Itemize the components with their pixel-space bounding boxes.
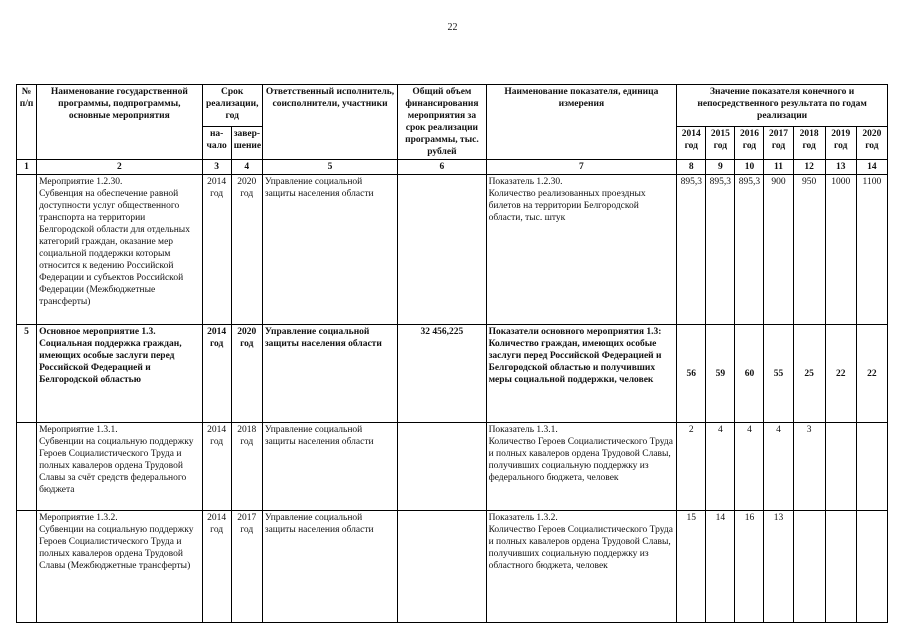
- row-value: 4: [735, 423, 764, 511]
- row-indicator: Показатели основного мероприятия 1.3: Количество граждан, имеющих особые заслуги перед Российской Федерацией и Белгородской областью и получивших меры социальной поддержки, человек: [486, 325, 677, 423]
- col-index: 1: [17, 160, 37, 175]
- table-row: [17, 325, 888, 423]
- header-year: 2014 год: [677, 126, 706, 159]
- header-values: Значение показателя конечного и непосредственного результата по годам реализации: [677, 85, 888, 127]
- row-end: 2020 год: [231, 325, 262, 423]
- col-index: 2: [37, 160, 203, 175]
- col-index: 14: [856, 160, 887, 175]
- col-index: 7: [486, 160, 677, 175]
- col-index: 8: [677, 160, 706, 175]
- row-num: [17, 511, 37, 623]
- row-value: 56: [677, 325, 706, 423]
- row-indicator: Показатель 1.3.1. Количество Героев Социалистического Труда и полных кавалеров ордена Трудовой Славы, получивших социальную поддержку из федерального бюджета, человек: [486, 423, 677, 511]
- header-year: 2018 год: [793, 126, 825, 159]
- row-value: 59: [706, 325, 735, 423]
- row-value: 13: [764, 511, 793, 623]
- header-year: 2017 год: [764, 126, 793, 159]
- row-value: 14: [706, 511, 735, 623]
- table-row: [17, 511, 888, 623]
- row-value: [825, 511, 856, 623]
- col-index: 10: [735, 160, 764, 175]
- row-start: 2014 год: [202, 423, 231, 511]
- header-end: завер-шение: [231, 126, 262, 159]
- col-index: 12: [793, 160, 825, 175]
- row-value: [793, 511, 825, 623]
- col-index: 3: [202, 160, 231, 175]
- row-value: 4: [706, 423, 735, 511]
- row-value: 22: [856, 325, 887, 423]
- header-financing: Общий объем финансирования мероприятия за срок реализации программы, тыс. рублей: [398, 85, 486, 160]
- header-executor: Ответственный исполнитель, соисполнители, участники: [262, 85, 397, 160]
- row-start: 2014 год: [202, 175, 231, 325]
- row-value: [825, 423, 856, 511]
- row-start: 2014 год: [202, 511, 231, 623]
- indicator-table: [16, 84, 888, 623]
- row-program: Мероприятие 1.3.1. Субвенции на социальную поддержку Героев Социалистического Труда и полных кавалеров ордена Трудовой Славы за счёт средств федерального бюджета: [37, 423, 203, 511]
- row-value: 895,3: [735, 175, 764, 325]
- col-index: 13: [825, 160, 856, 175]
- row-executor: Управление социальной защиты населения области: [262, 423, 397, 511]
- row-value: 895,3: [706, 175, 735, 325]
- row-value: 895,3: [677, 175, 706, 325]
- row-value: 1000: [825, 175, 856, 325]
- row-num: [17, 423, 37, 511]
- header-start: на-чало: [202, 126, 231, 159]
- row-value: [856, 423, 887, 511]
- header-program: Наименование государственной программы, подпрограммы, основные мероприятия: [37, 85, 203, 160]
- row-value: 25: [793, 325, 825, 423]
- row-end: 2017 год: [231, 511, 262, 623]
- row-indicator: Показатель 1.2.30. Количество реализованных проездных билетов на территории Белгородской области, тыс. штук: [486, 175, 677, 325]
- col-index: 11: [764, 160, 793, 175]
- table-row: [17, 423, 888, 511]
- row-value: 1100: [856, 175, 887, 325]
- row-executor: Управление социальной защиты населения области: [262, 175, 397, 325]
- header-year: 2020 год: [856, 126, 887, 159]
- row-program: Основное мероприятие 1.3. Социальная поддержка граждан, имеющих особые заслуги перед Российской Федерацией и Белгородской областью: [37, 325, 203, 423]
- row-end: 2018 год: [231, 423, 262, 511]
- row-value: [856, 511, 887, 623]
- row-executor: Управление социальной защиты населения области: [262, 325, 397, 423]
- row-value: 60: [735, 325, 764, 423]
- row-financing: [398, 175, 486, 325]
- row-executor: Управление социальной защиты населения области: [262, 511, 397, 623]
- table-row: [17, 175, 888, 325]
- col-index: 9: [706, 160, 735, 175]
- row-num: 5: [17, 325, 37, 423]
- row-start: 2014 год: [202, 325, 231, 423]
- col-index: 4: [231, 160, 262, 175]
- header-year: 2019 год: [825, 126, 856, 159]
- page-number: 22: [447, 22, 458, 33]
- col-index: 5: [262, 160, 397, 175]
- row-end: 2020 год: [231, 175, 262, 325]
- row-program: Мероприятие 1.2.30. Субвенция на обеспечение равной доступности услуг общественного транспорта на территории Белгородской области для отдельных категорий граждан, оказание мер социальной поддержки которым относится к ведению Российской Федерации и субъектов Российской Федерации (Межбюджетные трансферты): [37, 175, 203, 325]
- row-value: 22: [825, 325, 856, 423]
- row-value: 15: [677, 511, 706, 623]
- header-indicator: Наименование показателя, единица измерения: [486, 85, 677, 160]
- row-value: 3: [793, 423, 825, 511]
- row-financing: 32 456,225: [398, 325, 486, 423]
- col-index: 6: [398, 160, 486, 175]
- header-term: Срок реализации, год: [202, 85, 262, 127]
- row-value: 2: [677, 423, 706, 511]
- header-num: № п/п: [17, 85, 37, 160]
- row-value: 16: [735, 511, 764, 623]
- row-value: 950: [793, 175, 825, 325]
- row-financing: [398, 423, 486, 511]
- row-value: 900: [764, 175, 793, 325]
- row-indicator: Показатель 1.3.2. Количество Героев Социалистического Труда и полных кавалеров ордена Трудовой Славы, получивших социальную поддержку из областного бюджета, человек: [486, 511, 677, 623]
- row-value: 4: [764, 423, 793, 511]
- row-financing: [398, 511, 486, 623]
- row-num: [17, 175, 37, 325]
- column-index-row: [17, 160, 888, 175]
- header-year: 2015 год: [706, 126, 735, 159]
- header-year: 2016 год: [735, 126, 764, 159]
- row-value: 55: [764, 325, 793, 423]
- row-program: Мероприятие 1.3.2. Субвенции на социальную поддержку Героев Социалистического Труда и полных кавалеров ордена Трудовой Славы (Межбюджетные трансферты): [37, 511, 203, 623]
